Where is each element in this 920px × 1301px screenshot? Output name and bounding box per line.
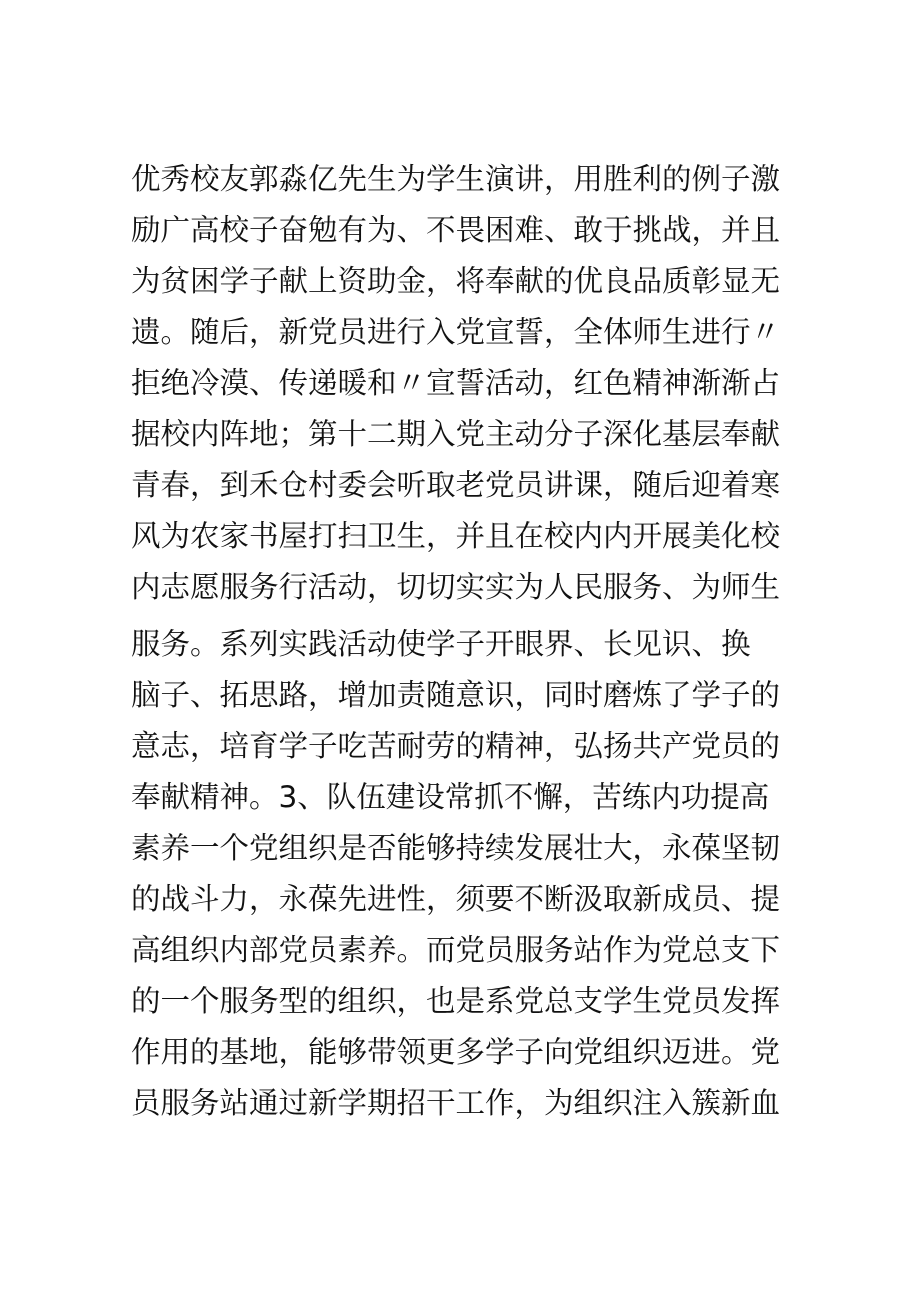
body-text bbox=[131, 154, 791, 1129]
text-line: 优秀校友郭淼亿先生为学生演讲，用胜利的例子激 bbox=[131, 162, 781, 196]
text-line: 脑子、拓思路，增加责随意识，同时磨炼了学子的 bbox=[131, 678, 781, 712]
text-line: 的战斗力，永葆先进性，须要不断汲取新成员、提 bbox=[131, 882, 781, 916]
text-line: 拒绝冷漠、传递暖和〃宣誓活动，红色精神渐渐占 bbox=[131, 366, 781, 400]
text-line: 青春，到禾仓村委会听取老党员讲课，随后迎着寒 bbox=[131, 468, 781, 502]
text-line: 奉献精神。3、队伍建设常抓不懈，苦练内功提高 bbox=[131, 780, 770, 814]
text-line: 为贫困学子献上资助金，将奉献的优良品质彰显无 bbox=[131, 264, 781, 298]
text-line: 服务。系列实践活动使学子开眼界、长见识、换 bbox=[131, 627, 751, 661]
text-line: 风为农家书屋打扫卫生，并且在校内内开展美化校 bbox=[131, 519, 781, 553]
text-line: 作用的基地，能够带领更多学子向党组织迈进。党 bbox=[131, 1035, 781, 1069]
text-line: 高组织内部党员素养。而党员服务站作为党总支下 bbox=[131, 933, 781, 967]
text-line: 的一个服务型的组织，也是系党总支学生党员发挥 bbox=[131, 984, 781, 1018]
text-line: 员服务站通过新学期招干工作，为组织注入簇新血 bbox=[131, 1086, 781, 1120]
text-line: 遗。随后，新党员进行入党宣誓，全体师生进行〃 bbox=[131, 315, 781, 349]
text-line: 励广高校子奋勉有为、不畏困难、敢于挑战，并且 bbox=[131, 213, 781, 247]
text-line: 内志愿服务行活动，切切实实为人民服务、为师生 bbox=[131, 570, 781, 604]
text-line: 据校内阵地；第十二期入党主动分子深化基层奉献 bbox=[131, 417, 781, 451]
text-line: 素养一个党组织是否能够持续发展壮大，永葆坚韧 bbox=[131, 831, 781, 865]
text-line: 意志，培育学子吃苦耐劳的精神，弘扬共产党员的 bbox=[131, 729, 781, 763]
